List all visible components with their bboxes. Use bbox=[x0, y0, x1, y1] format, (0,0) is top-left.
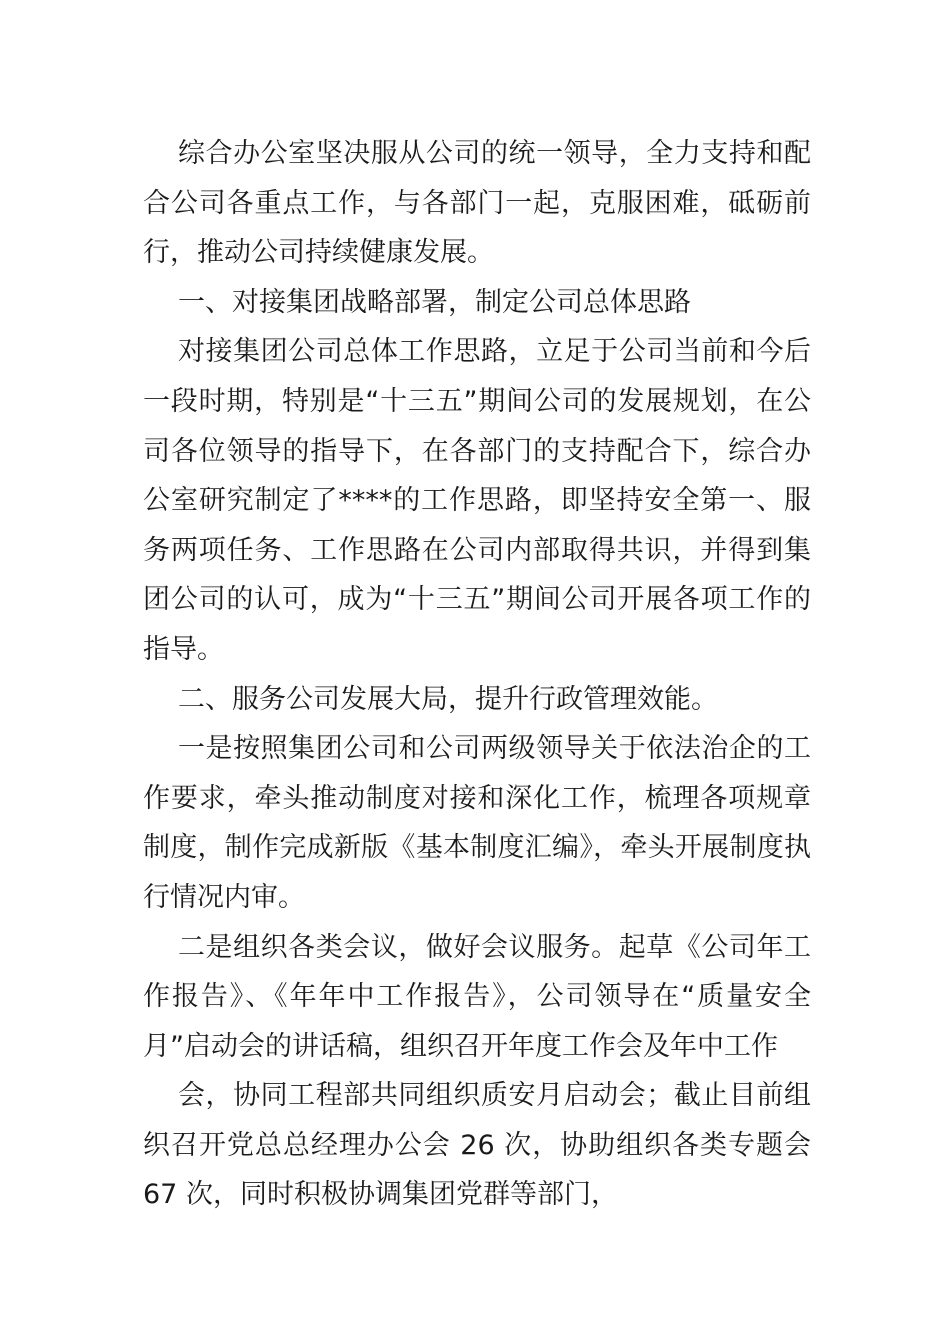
paragraph-rules: 一是按照集团公司和公司两级领导关于依法治企的工作要求，牵头推动制度对接和深化工作，梳理各项规章制度，制作完成新版《基本制度汇编》，牵头开展制度执行情况内审。 bbox=[143, 733, 811, 913]
section-heading-1: 一、对接集团战略部署，制定公司总体思路 bbox=[178, 286, 691, 318]
document-body bbox=[143, 129, 811, 1220]
paragraph-intro: 综合办公室坚决服从公司的统一领导，全力支持和配合公司各重点工作，与各部门一起，克服困难，砥砺前行，推动公司持续健康发展。 bbox=[143, 138, 811, 269]
paragraph-meetings-cont: 会，协同工程部共同组织质安月启动会；截止目前组织召开党总总经理办公会 26 次，协助组织各类专题会 67 次，同时积极协调集团党群等部门， bbox=[143, 1080, 811, 1211]
paragraph-meetings: 二是组织各类会议，做好会议服务。起草《公司年工作报告》、《年年中工作报告》，公司领导在“质量安全月”启动会的讲话稿，组织召开年度工作会及年中工作 bbox=[143, 931, 811, 1062]
section-heading-2: 二、服务公司发展大局，提升行政管理效能。 bbox=[178, 683, 718, 715]
paragraph-strategy: 对接集团公司总体工作思路，立足于公司当前和今后一段时期，特别是“十三五”期间公司的发展规划，在公司各位领导的指导下，在各部门的支持配合下，综合办公室研究制定了****的工作思路，即坚持安全第一、服务两项任务、工作思路在公司内部取得共识，并得到集团公司的认可，成为“十三五”期间公司开展各项工作的指导。 bbox=[143, 336, 811, 665]
